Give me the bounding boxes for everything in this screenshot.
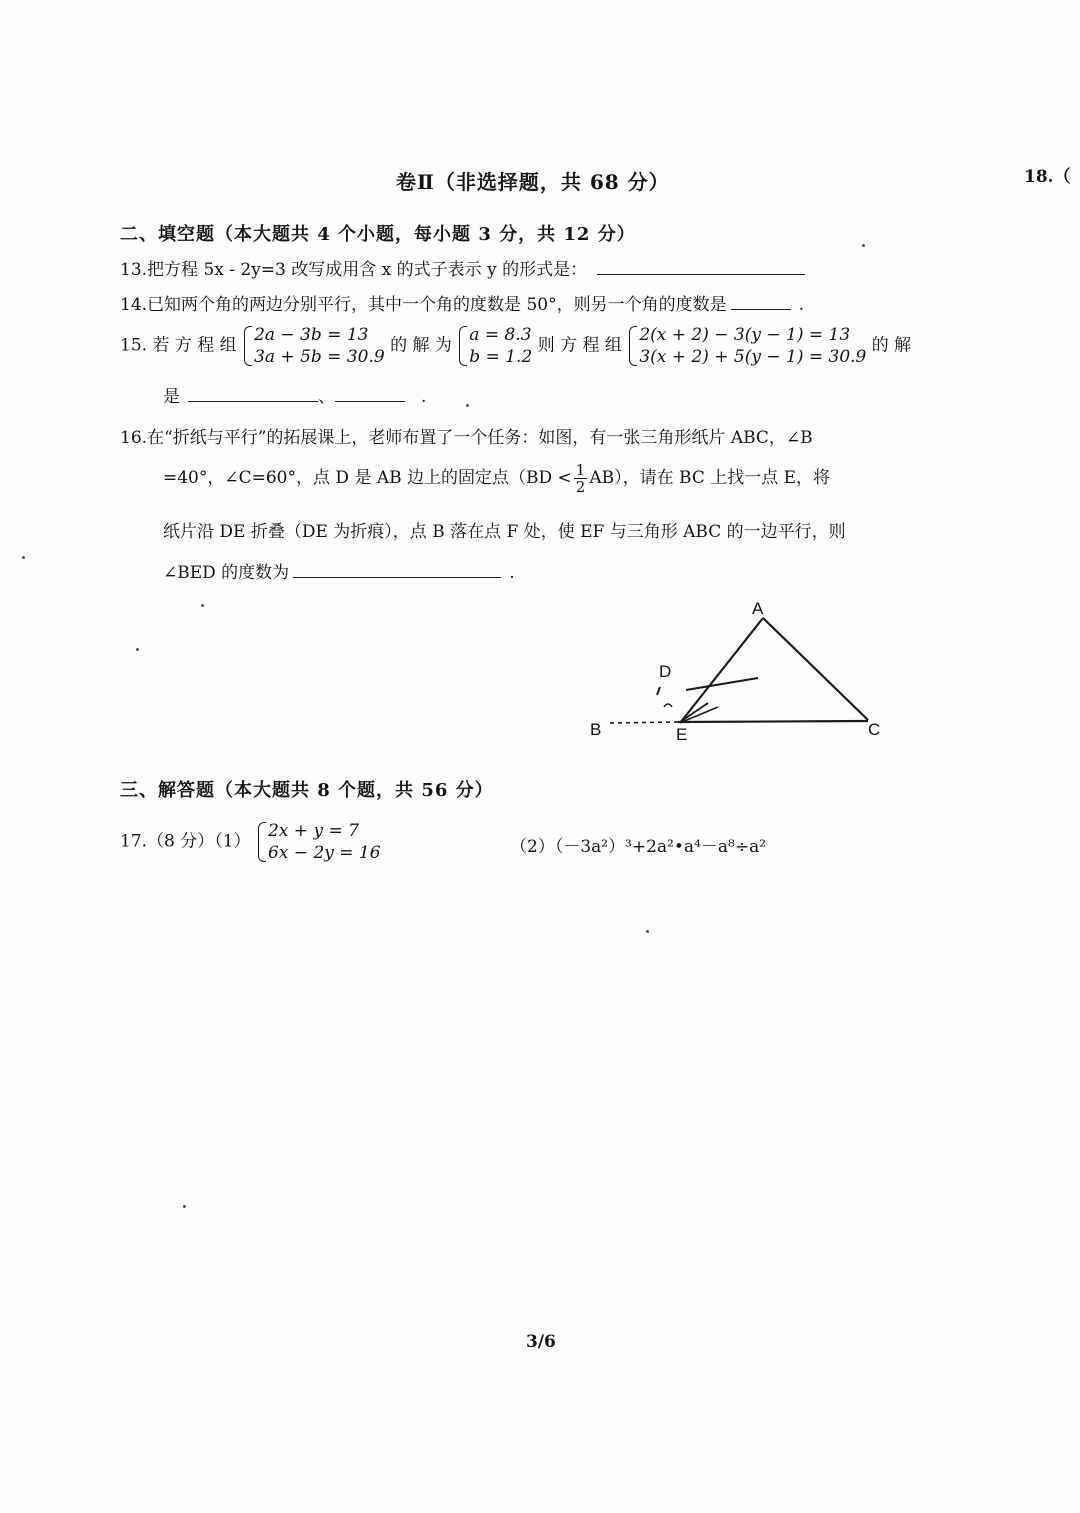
question-13-text: 13.把方程 5x - 2y=3 改写成用含 x 的式子表示 y 的形式是： (120, 260, 588, 280)
question-14-text: 14.已知两个角的两边分别平行，其中一个角的度数是 50°，则另一个角的度数是 (120, 295, 727, 315)
question-16-line4-text: ∠BED 的度数为 (163, 563, 290, 583)
question-15-line2-prefix: 是 (163, 387, 180, 407)
question-17 (120, 820, 381, 864)
question-14 (120, 290, 804, 315)
label-d: D (659, 662, 672, 681)
solution-section-heading: 三、解答题（本大题共 8 个题，共 56 分） (120, 780, 494, 801)
answer-separator: 、 (318, 387, 335, 407)
scan-speck (201, 604, 204, 607)
solution-system: a = 8.3 b = 1.2 (457, 324, 532, 368)
scan-speck (183, 1205, 186, 1208)
equation-system-17: 2x + y = 7 6x − 2y = 16 (256, 820, 381, 864)
triangle-figure (580, 595, 910, 755)
segment-d (686, 678, 758, 690)
scan-speck (22, 556, 25, 559)
question-14-end: . (798, 295, 804, 315)
angle-mark (664, 704, 672, 707)
answer-blank-16[interactable] (293, 559, 501, 578)
scan-speck (466, 404, 469, 407)
question-15-mid2: 则 方 程 组 (537, 335, 622, 356)
scan-speck (646, 930, 649, 933)
answer-blank-14[interactable] (731, 291, 791, 310)
question-15 (120, 324, 911, 368)
question-16-line3: 纸片沿 DE 折叠（DE 为折痕），点 B 落在点 F 处，使 EF 与三角形 ABC 的一边平行，则 (163, 522, 846, 542)
question-16-line1: 16.在“折纸与平行”的拓展课上，老师布置了一个任务：如图，有一张三角形纸片 ABC，∠B (120, 428, 813, 448)
question-16-line2b: AB），请在 BC 上找一点 E，将 (589, 468, 831, 488)
side-ac (763, 618, 868, 720)
equation-system-2: 2(x + 2) − 3(y − 1) = 13 3(x + 2) + 5(y − 1) = 30.9 (627, 324, 866, 368)
question-15-suffix: 的 解 (871, 335, 912, 356)
question-16-line2 (163, 462, 830, 495)
question-15-mid1: 的 解 为 (390, 335, 452, 356)
question-15-prefix: 15. 若 方 程 组 (120, 335, 237, 356)
tick-mark (657, 687, 660, 695)
equation-system-1: 2a − 3b = 13 3a + 5b = 30.9 (242, 324, 385, 368)
fill-in-section-heading: 二、填空题（本大题共 4 个小题，每小题 3 分，共 12 分） (120, 224, 636, 245)
page-number: 3/6 (526, 1332, 556, 1352)
question-13 (120, 255, 805, 280)
label-e: E (676, 725, 688, 744)
side-ec (678, 721, 868, 722)
answer-blank-15-b[interactable] (335, 383, 405, 402)
answer-blank-13[interactable] (597, 256, 805, 275)
label-c: C (868, 720, 881, 739)
question-16-end: . (509, 563, 515, 583)
answer-blank-15-a[interactable] (188, 383, 318, 402)
fraction-one-half: $\frac{1}{2}$ (575, 461, 586, 496)
question-15-end: . (421, 387, 427, 407)
next-question-fragment: 18.（ (1024, 167, 1071, 187)
question-15-answer-line (163, 382, 426, 407)
question-17-prefix: 17.（8 分）（1） (120, 831, 251, 852)
scan-speck (862, 244, 865, 247)
question-16-line4 (163, 558, 515, 583)
side-ab (680, 618, 763, 723)
folded-be-dashed (610, 722, 678, 723)
question-17-part2: （2）（－3a²）³+2a²•a⁴－a⁸÷a² (510, 837, 767, 857)
section-title: 卷Ⅱ（非选择题，共 68 分） (396, 170, 670, 194)
question-16-line2a: =40°，∠C=60°，点 D 是 AB 边上的固定点（BD < (163, 468, 572, 488)
label-b: B (590, 720, 602, 739)
scan-speck (136, 648, 139, 651)
label-a: A (752, 599, 764, 618)
